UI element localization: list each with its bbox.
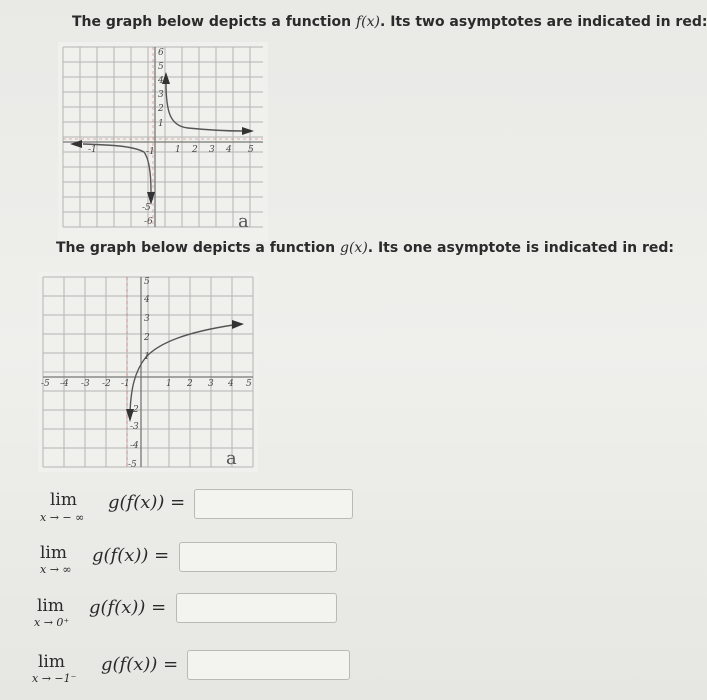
answer-input-1[interactable] — [194, 489, 353, 519]
graph-f-ytick: -5 — [142, 203, 151, 213]
prompt-g — [56, 240, 674, 256]
graph-f-ytick: -1 — [146, 147, 155, 157]
graph-g-ytick: 3 — [144, 314, 150, 324]
lim-subscript: x → − ∞ — [40, 511, 85, 524]
answer-input-4[interactable] — [187, 650, 350, 680]
lim-expression: g(f(x)) = — [92, 545, 170, 566]
graph-g-xtick: 3 — [208, 379, 214, 389]
graph-g-ytick: -4 — [130, 441, 139, 451]
graph-g-xtick: -1 — [121, 379, 130, 389]
prompt-f — [72, 14, 707, 30]
answer-input-3[interactable] — [176, 593, 337, 623]
graph-f-ytick: 1 — [158, 119, 164, 129]
graph-g-xtick: -5 — [41, 379, 50, 389]
lim-expression: g(f(x)) = — [101, 654, 179, 675]
graph-f-ytick: 5 — [158, 62, 164, 72]
graph-f-ytick: 3 — [158, 90, 164, 100]
lim-word: lim — [40, 543, 67, 563]
graph-f-ytick: 6 — [158, 48, 164, 58]
graph-f-corner-mark: a — [238, 211, 249, 232]
graph-f-xtick: 2 — [192, 145, 198, 155]
lim-subscript: x → −1⁻ — [32, 672, 77, 685]
graph-g-ytick: -2 — [130, 405, 139, 415]
graph-g-xtick: -3 — [81, 379, 90, 389]
graph-g-ytick: -5 — [128, 460, 137, 470]
lim-word: lim — [37, 596, 64, 616]
graph-g-xtick: 1 — [166, 379, 172, 389]
graph-g-xtick: -2 — [102, 379, 111, 389]
prompt-f-text-before: The graph below depicts a function — [72, 14, 356, 30]
lim-subscript: x → ∞ — [40, 563, 72, 576]
graph-g-xtick: -4 — [60, 379, 69, 389]
lim-expression: g(f(x)) = — [89, 597, 167, 618]
lim-word: lim — [38, 652, 65, 672]
prompt-f-func: f(x) — [356, 14, 381, 30]
graph-f-xtick: 3 — [209, 145, 215, 155]
graph-g-ytick: 2 — [144, 333, 150, 343]
answer-input-2[interactable] — [179, 542, 337, 572]
graph-f-ytick: 4 — [158, 76, 164, 86]
graph-g-ytick: 1 — [144, 352, 150, 362]
graph-g — [38, 272, 258, 472]
graph-g-xtick: 5 — [246, 379, 252, 389]
graph-g-xtick: 4 — [228, 379, 234, 389]
prompt-g-text-after: . Its one asymptote is indicated in red: — [367, 240, 675, 256]
graph-f-xtick: 1 — [175, 145, 181, 155]
lim-word: lim — [50, 490, 77, 510]
graph-g-corner-mark: a — [226, 448, 237, 469]
prompt-g-func: g(x) — [340, 240, 368, 256]
graph-f-ytick: -6 — [144, 217, 153, 227]
graph-f-xtick: 5 — [248, 145, 254, 155]
graph-f-xtick: -1 — [88, 145, 97, 155]
graph-f — [58, 42, 268, 242]
prompt-f-text-after: . Its two asymptotes are indicated in red: — [380, 14, 707, 30]
graph-f-ytick: 2 — [158, 104, 164, 114]
prompt-g-text-before: The graph below depicts a function — [56, 240, 340, 256]
lim-expression: g(f(x)) = — [108, 492, 186, 513]
graph-g-ytick: 5 — [144, 277, 150, 287]
graph-g-xtick: 2 — [187, 379, 193, 389]
graph-f-xtick: 4 — [226, 145, 232, 155]
graph-g-ytick: 4 — [144, 295, 150, 305]
lim-subscript: x → 0⁺ — [34, 616, 70, 629]
graph-g-ytick: -3 — [130, 422, 139, 432]
